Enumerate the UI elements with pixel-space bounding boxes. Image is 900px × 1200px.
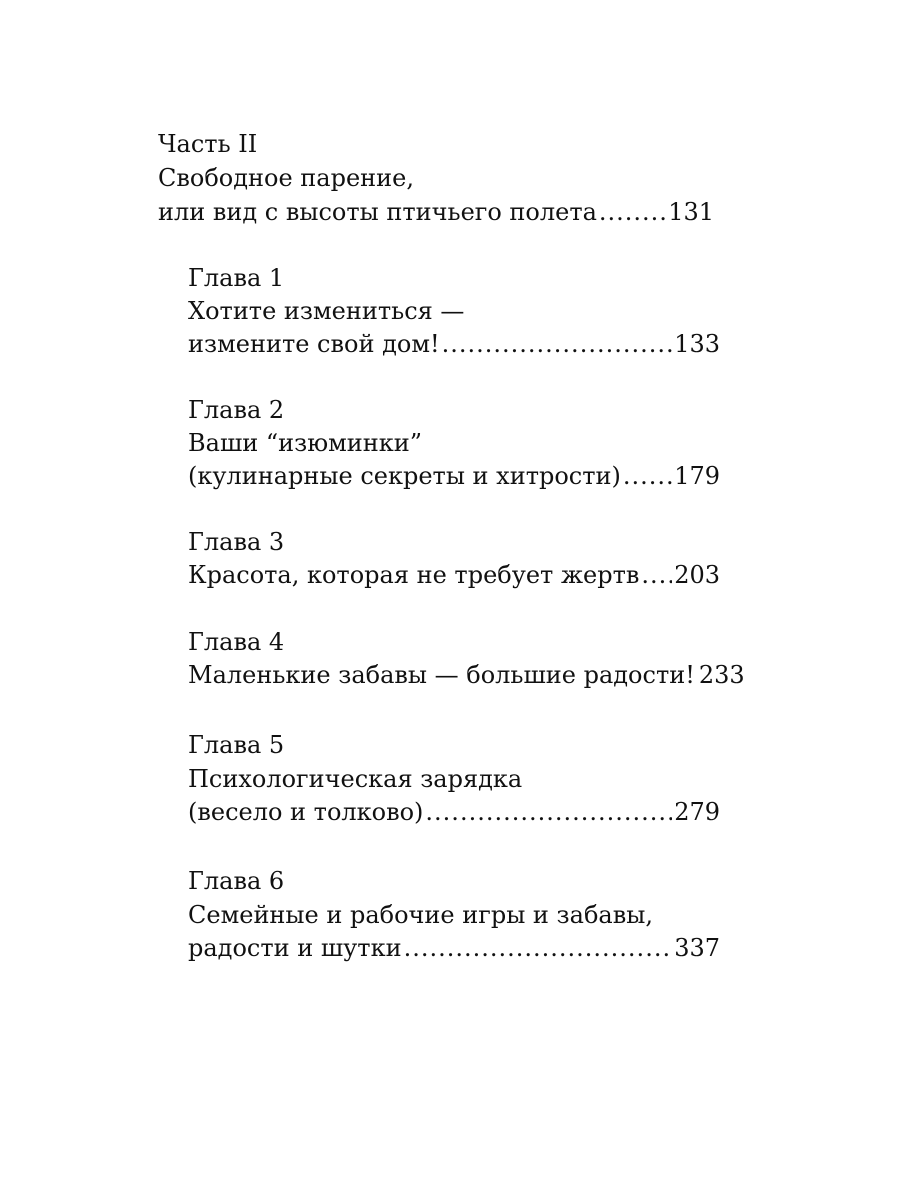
chapter-3-page-number: 203 [674,561,720,589]
part-page-number: 131 [668,198,714,226]
leader-dots [404,932,673,964]
chapter-2-entry[interactable] [188,460,720,492]
chapter-2-title-line2: (кулинарные секреты и хитрости) [188,462,621,490]
chapter-3-heading: Глава 3 [188,528,285,556]
chapter-5-page-number: 279 [674,798,720,826]
chapter-2-title-line1: Ваши “изюминки” [188,429,423,457]
chapter-6-title-line1: Семейные и рабочие игры и забавы, [188,901,653,929]
chapter-4-entry[interactable] [188,659,745,691]
chapter-6-page-number: 337 [674,934,720,962]
chapter-4-page-number: 233 [698,661,745,689]
leader-dots [623,460,672,492]
leader-dots [599,196,666,228]
leader-dots [442,328,673,360]
part-title-line2: или вид с высоты птичьего полета [158,198,597,226]
chapter-5-heading: Глава 5 [188,731,285,759]
chapter-4-title-line1: Маленькие забавы — большие радости! [188,661,695,689]
part-title-line1: Свободное парение, [158,164,414,192]
chapter-1-heading: Глава 1 [188,264,285,292]
part-heading: Часть II [158,130,258,158]
chapter-5-title-line2: (весело и толково) [188,798,424,826]
chapter-1-title-line2: измените свой дом! [188,330,440,358]
chapter-6-entry[interactable] [188,932,720,964]
chapter-5-entry[interactable] [188,796,720,828]
part-entry[interactable] [158,196,714,228]
chapter-1-title-line1: Хотите измениться — [188,297,465,325]
chapter-1-page-number: 133 [674,330,720,358]
chapter-5-title-line1: Психологическая зарядка [188,765,523,793]
chapter-1-entry[interactable] [188,328,720,360]
chapter-3-entry[interactable] [188,559,720,591]
leader-dots [425,796,672,828]
chapter-2-page-number: 179 [674,462,720,490]
chapter-4-heading: Глава 4 [188,628,285,656]
chapter-6-heading: Глава 6 [188,867,285,895]
chapter-3-title-line1: Красота, которая не требует жертв [188,561,640,589]
leader-dots [641,559,672,591]
chapter-6-title-line2: радости и шутки [188,934,402,962]
chapter-2-heading: Глава 2 [188,396,285,424]
